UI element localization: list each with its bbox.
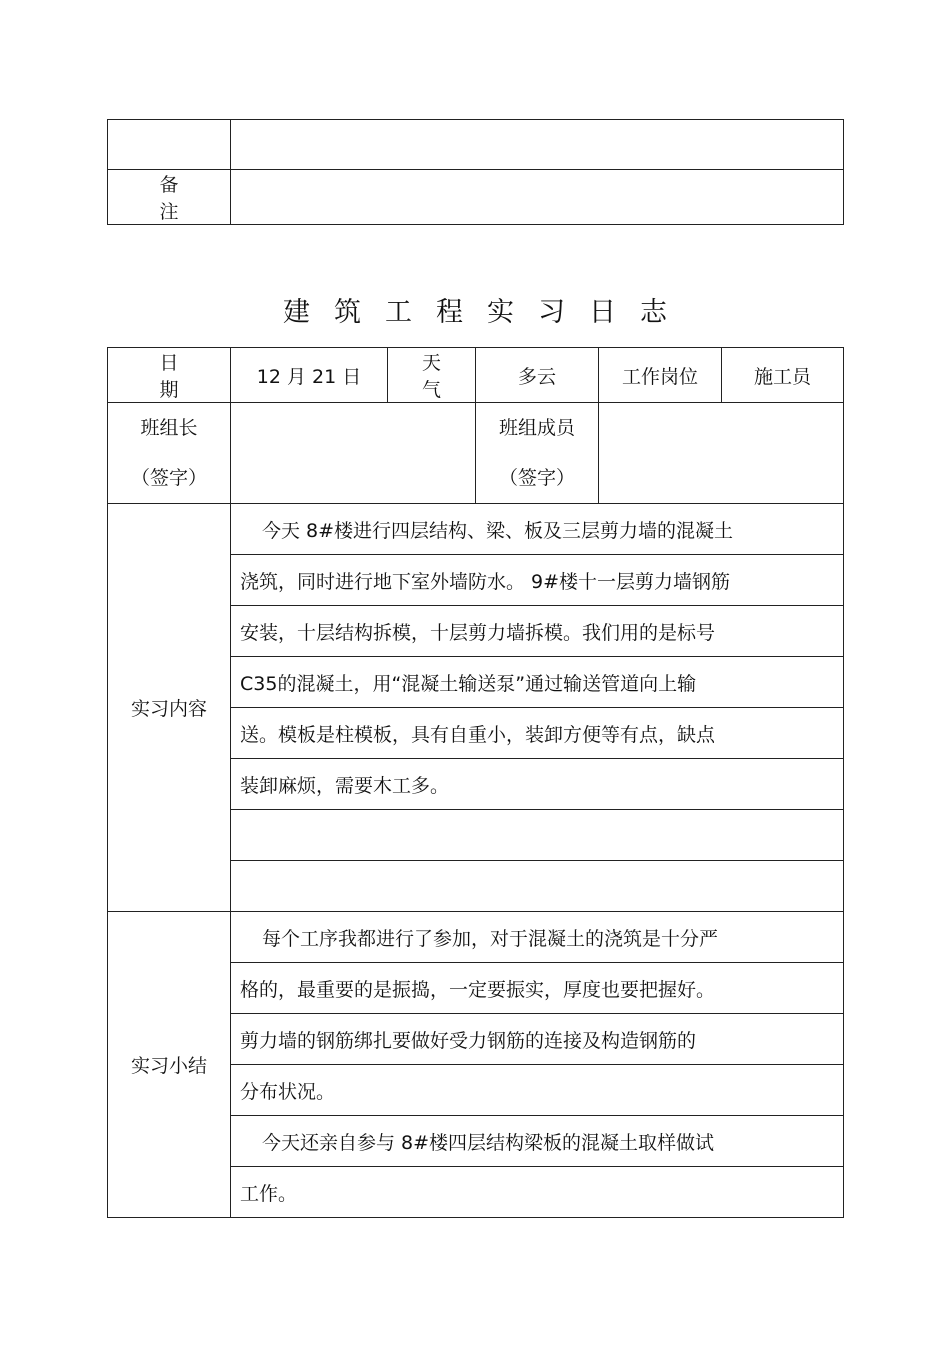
page-title: 建筑工程实习日志 bbox=[283, 297, 691, 328]
team-leader-signature bbox=[231, 403, 476, 504]
content-line: 送。模板是柱模板，具有自重小，装卸方便等有点，缺点 bbox=[231, 708, 844, 759]
team-leader-label-line1: 班组长 bbox=[140, 417, 198, 439]
summary-line: 工作。 bbox=[231, 1167, 844, 1218]
summary-line: 今天还亲自参与 8#楼四层结构梁板的混凝土取样做试 bbox=[231, 1116, 844, 1167]
table-row bbox=[108, 120, 844, 170]
remarks-value bbox=[231, 170, 844, 225]
summary-label: 实习小结 bbox=[108, 912, 231, 1218]
table-row bbox=[108, 170, 844, 225]
internship-log-table bbox=[107, 347, 844, 1218]
content-line: C35的混凝土，用“混凝土输送泵”通过输送管道向上输 bbox=[231, 657, 844, 708]
blank-value-cell bbox=[231, 120, 844, 170]
content-line: 今天 8#楼进行四层结构、梁、板及三层剪力墙的混凝土 bbox=[231, 504, 844, 555]
header-row bbox=[108, 348, 844, 403]
summary-line: 剪力墙的钢筋绑扎要做好受力钢筋的连接及构造钢筋的 bbox=[231, 1014, 844, 1065]
date-value: 12 月 21 日 bbox=[231, 348, 388, 403]
summary-line: 分布状况。 bbox=[231, 1065, 844, 1116]
team-leader-label bbox=[108, 403, 231, 504]
team-members-label-line2: （签字） bbox=[498, 467, 575, 489]
summary-line: 每个工序我都进行了参加，对于混凝土的浇筑是十分严 bbox=[231, 912, 844, 963]
post-value: 施工员 bbox=[722, 348, 844, 403]
content-line: 安装，十层结构拆模，十层剪力墙拆模。我们用的是标号 bbox=[231, 606, 844, 657]
weather-value: 多云 bbox=[476, 348, 599, 403]
remarks-label: 备 注 bbox=[108, 170, 231, 225]
team-row bbox=[108, 403, 844, 504]
content-line: 装卸麻烦，需要木工多。 bbox=[231, 759, 844, 810]
content-line bbox=[231, 810, 844, 861]
remarks-table bbox=[107, 119, 844, 225]
content-row bbox=[108, 504, 844, 555]
weather-label: 天 气 bbox=[388, 348, 476, 403]
team-leader-label-line2: （签字） bbox=[130, 467, 207, 489]
team-members-label-line1: 班组成员 bbox=[498, 417, 575, 439]
summary-line: 格的，最重要的是振捣，一定要振实，厚度也要把握好。 bbox=[231, 963, 844, 1014]
content-label: 实习内容 bbox=[108, 504, 231, 912]
blank-label-cell bbox=[108, 120, 231, 170]
team-members-label bbox=[476, 403, 599, 504]
team-members-signature bbox=[599, 403, 844, 504]
summary-row bbox=[108, 912, 844, 963]
post-label: 工作岗位 bbox=[599, 348, 722, 403]
content-line: 浇筑，同时进行地下室外墙防水。 9#楼十一层剪力墙钢筋 bbox=[231, 555, 844, 606]
date-label: 日 期 bbox=[108, 348, 231, 403]
content-line bbox=[231, 861, 844, 912]
